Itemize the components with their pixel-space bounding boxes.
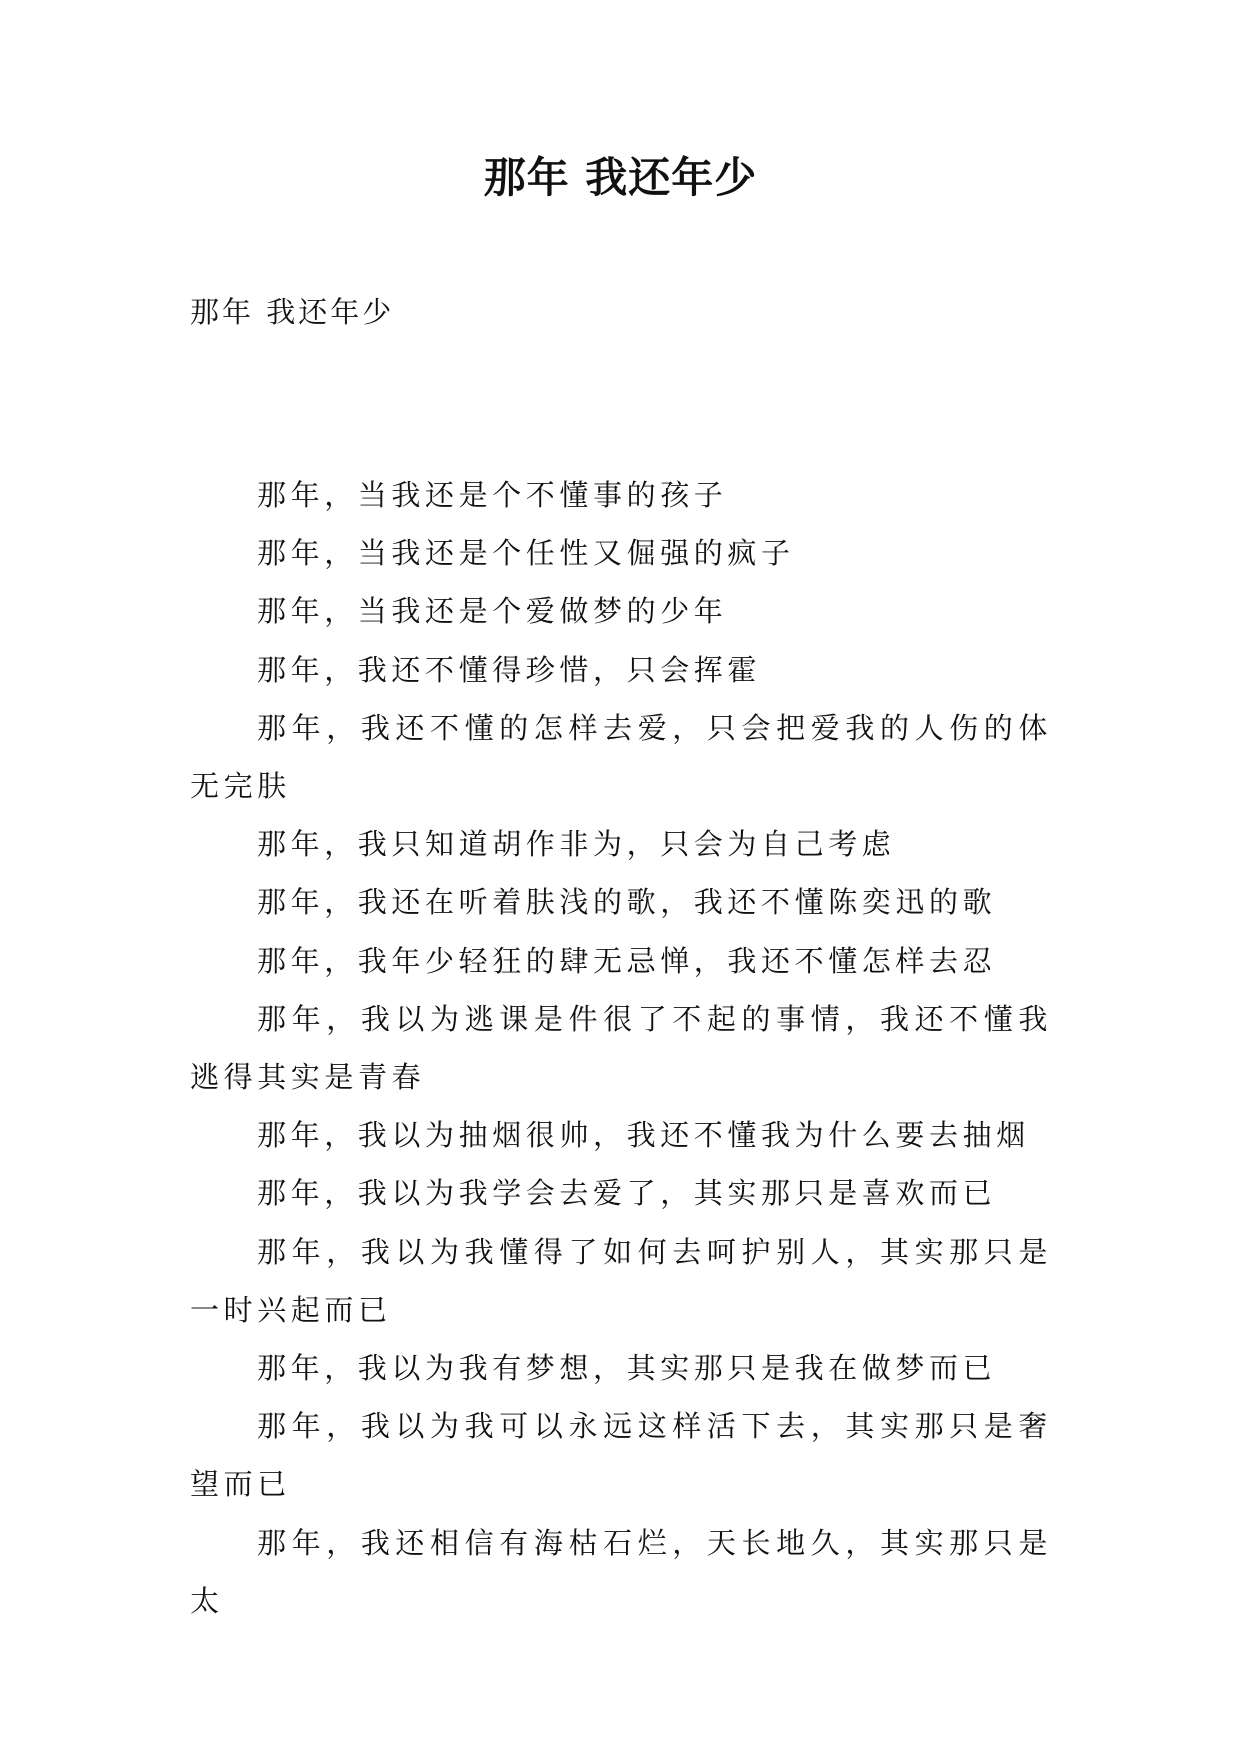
paragraph: 那年，我以为我懂得了如何去呵护别人，其实那只是一时兴起而已: [190, 1234, 1052, 1327]
document-subtitle: 那年 我还年少: [190, 295, 395, 329]
paragraph: 那年，当我还是个任性又倔强的疯子: [257, 536, 795, 571]
paragraph: 那年，我以为我可以永远这样活下去，其实那只是奢望而已: [190, 1409, 1052, 1502]
paragraph: 那年，我以为逃课是件很了不起的事情，我还不懂我逃得其实是青春: [190, 1001, 1052, 1095]
paragraph: 那年，我以为我学会去爱了，其实那只是喜欢而已: [257, 1176, 997, 1211]
paragraph: 那年，我只知道胡作非为，只会为自己考虑: [257, 827, 896, 862]
paragraph: 那年，我还不懂的怎样去爱，只会把爱我的人伤的体无完肤: [190, 710, 1052, 804]
document-title: 那年 我还年少: [483, 153, 758, 202]
paragraph: 那年，我以为我有梦想，其实那只是我在做梦而已: [257, 1351, 997, 1386]
paragraph: 那年，当我还是个不懂事的孩子: [257, 478, 728, 512]
paragraph: 那年，我还相信有海枯石烂，天长地久，其实那只是太: [190, 1525, 1052, 1618]
paragraph: 那年，当我还是个爱做梦的少年: [257, 594, 728, 629]
paragraph: 那年，我以为抽烟很帅，我还不懂我为什么要去抽烟: [257, 1118, 1030, 1153]
document-body: [190, 466, 1052, 1630]
paragraph: 那年，我还在听着肤浅的歌，我还不懂陈奕迅的歌: [257, 885, 997, 920]
paragraph: 那年，我年少轻狂的肆无忌惮，我还不懂怎样去忍: [257, 943, 997, 978]
paragraph: 那年，我还不懂得珍惜，只会挥霍: [257, 652, 762, 687]
